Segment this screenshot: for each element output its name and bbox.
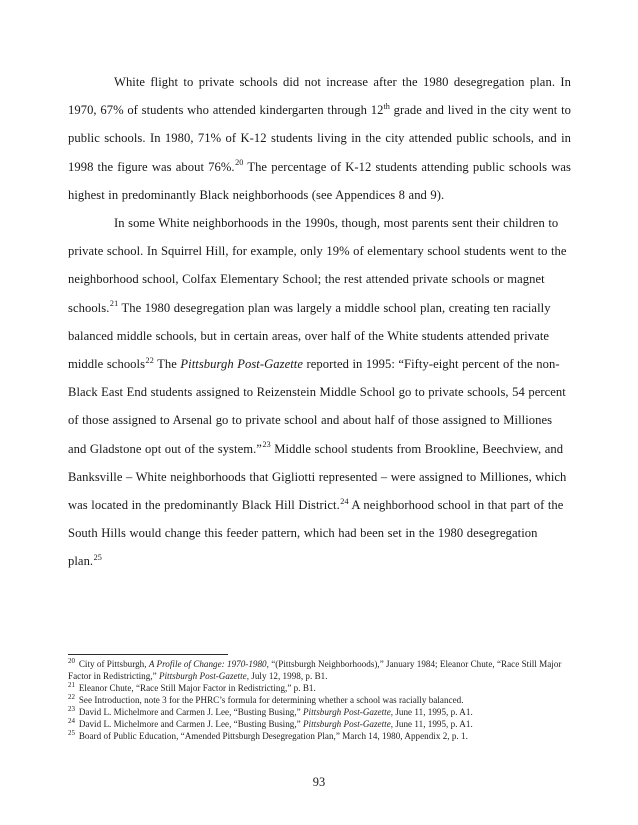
footnote-20: $^{20}$ City of Pittsburgh, A Profile of Change: 1970-1980, “(Pittsburgh Neighborhoods),” January 1984; Eleanor Chute, “Race Still Major Factor in Redistricting,” Pittsburgh Post-Gazette, July 12, 1998, p. B1. xyxy=(68,656,562,681)
footnote-separator-rule xyxy=(68,654,228,655)
footnote-marker: 25 xyxy=(68,728,76,737)
footnote-24: $^{24}$ David L. Michelmore and Carmen J. Lee, “Busting Busing,” Pittsburgh Post-Gazette, June 11, 1995, p. A1. xyxy=(68,716,473,729)
italic-title: Pittsburgh Post-Gazette xyxy=(302,707,391,717)
footnote-22: $^{22}$ See Introduction, note 3 for the PHRC’s formula for determining whether a school was racially balanced. xyxy=(68,692,464,705)
footnote-reference: 25 xyxy=(93,553,102,563)
ordinal-suffix: th xyxy=(383,102,390,112)
body-text-block xyxy=(68,68,571,576)
footnote-marker: 22 xyxy=(68,692,76,701)
footnote-reference: 22 xyxy=(145,355,154,365)
footnote-marker: 20 xyxy=(68,656,76,665)
footnote-21: $^{21}$ Eleanor Chute, “Race Still Major Factor in Redistricting,” p. B1. xyxy=(68,680,316,693)
footnote-reference: 20 xyxy=(235,158,244,168)
footnote-25: $^{25}$ Board of Public Education, “Amended Pittsburgh Desegregation Plan,” March 14, 1980, Appendix 2, p. 1. xyxy=(68,728,468,741)
paragraph-white-neighborhoods: In some White neighborhoods in the 1990s, though, most parents sent their children to private school. In Squirrel Hill, for example, only 19% of elementary school students went to the neighborhood school, Colfax Elementary School; the rest attended private schools or magnet schools.$^{21}$ The 1980 desegregation plan was largely a middle school plan, creating ten racially balanced middle schools, but in certain areas, over half of the White students attended private middle schools$^{22}$ The Pittsburgh Post-Gazette reported in 1995: “Fifty-eight percent of the non-Black East End students assigned to Reizenstein Middle School go to private schools, 54 percent of those assigned to Arsenal go to private school and about half of those assigned to Milliones and Gladstone opt out of the system.”$^{23}$ Middle school students from Brookline, Beechview, and Banksville – White neighborhoods that Gigliotti represented – were assigned to Milliones, which was located in the predominantly Black Hill District.$^{24}$ A neighborhood school in that part of the South Hills would change this feeder pattern, which had been set in the 1980 desegregation plan.$^{25}$ xyxy=(68,216,567,569)
italic-title: Pittsburgh Post-Gazette xyxy=(158,671,247,681)
paragraph-white-flight: White flight to private schools did not increase after the 1980 desegregation plan. In 1970, 67% of students who attended kindergarten through 12th grade and lived in the city went to public schools. In 1980, 71% of K-12 students living in the city attended public schools, and in 1998 the figure was about 76%.$^{20}$ The percentage of K-12 students attending public schools was highest in predominantly Black neighborhoods (see Appendices 8 and 9). xyxy=(68,75,571,202)
footnote-23: $^{23}$ David L. Michelmore and Carmen J. Lee, “Busting Busing,” Pittsburgh Post-Gazette, June 11, 1995, p. A1. xyxy=(68,704,473,717)
page-number: 93 xyxy=(312,775,326,789)
footnote-marker: 24 xyxy=(68,716,76,725)
footnote-reference: 21 xyxy=(109,299,119,309)
italic-title: Pittsburgh Post-Gazette xyxy=(180,357,304,372)
footnote-reference: 24 xyxy=(340,496,349,506)
italic-title: Pittsburgh Post-Gazette xyxy=(302,719,391,729)
footnote-reference: 23 xyxy=(262,440,271,450)
italic-title: A Profile of Change: 1970-1980 xyxy=(148,659,267,669)
footnotes-block xyxy=(68,658,571,742)
footnote-marker: 21 xyxy=(68,680,76,689)
footnote-marker: 23 xyxy=(68,704,76,713)
